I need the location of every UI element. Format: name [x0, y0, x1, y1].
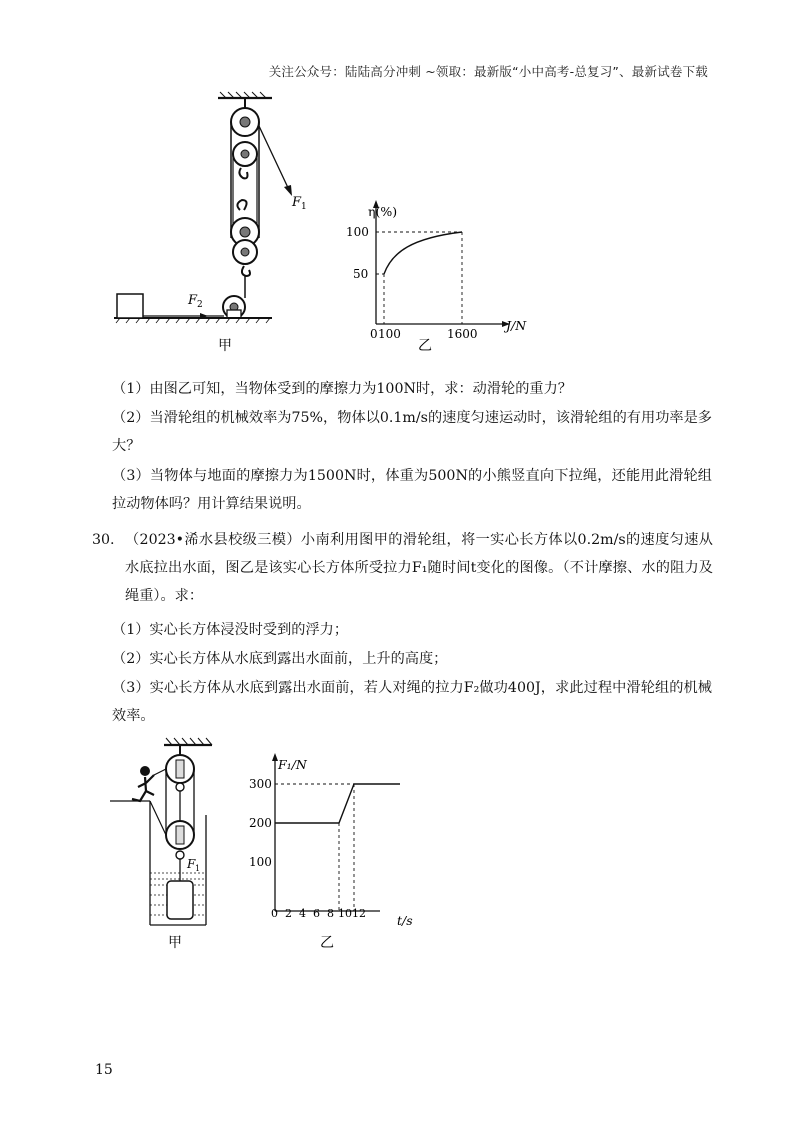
person-figure	[132, 775, 154, 801]
q30-sub2: （2）实心长方体从水底到露出水面前，上升的高度；	[112, 651, 448, 667]
figure-2-label-jia: 甲	[168, 935, 182, 951]
chart2-y-label: F₁/N	[278, 757, 307, 772]
submerged-block	[167, 881, 193, 919]
chart1-ytick-100: 100	[346, 225, 369, 239]
figure-1	[110, 92, 530, 354]
q29-sub1: （1）由图乙可知，当物体受到的摩擦力为100N时，求：动滑轮的重力？	[112, 381, 572, 397]
q29-sub2: （2）当滑轮组的机械效率为75%，物体以0.1m/s的速度匀速运动时，该滑轮组的有用功率是多大？	[112, 410, 712, 454]
chart2-xtick-10: 10	[338, 907, 352, 920]
chart1-y-label: η(%)	[368, 204, 398, 219]
chart2-xtick-2: 2	[285, 907, 292, 920]
chart2-xtick-0: 0	[271, 907, 278, 920]
chart2-force-line	[275, 784, 400, 823]
chart1-xtick-0: 0	[370, 327, 378, 341]
fig2-f1-subscript: 1	[195, 864, 201, 873]
chart1-xtick-1600: 1600	[447, 327, 478, 341]
f1-label: F	[292, 195, 302, 210]
figure-1-label-jia: 甲	[218, 338, 232, 354]
q30-sub3: （3）实心长方体从水底到露出水面前，若人对绳的拉力F₂做功400J，求此过程中滑轮组的机械效率。	[112, 680, 712, 724]
chart2-xtick-12: 12	[352, 907, 366, 920]
figure-2	[110, 735, 413, 953]
q30-number: 30.	[92, 532, 115, 548]
chart1-ytick-50: 50	[353, 267, 369, 281]
page-header: 关注公众号：陆陆高分冲刺 ~领取：最新版“小中高考-总复习”、最新试卷下载	[268, 64, 708, 79]
chart1-x-label: J/N	[506, 318, 527, 333]
q29-sub3: （3）当物体与地面的摩擦力为1500N时，体重为500N的小熊竖直向下拉绳，还能用此滑轮组拉动物体吗？用计算结果说明。	[112, 468, 712, 512]
q30-stem: （2023•浠水县校级三模）小南利用图甲的滑轮组，将一实心长方体以0.2m/s的速度匀速从水底拉出水面，图乙是该实心长方体所受拉力F₁随时间t变化的图像。（不计摩擦、水的阻力及绳重）。求：	[125, 532, 713, 604]
page-number: 15	[95, 1062, 113, 1078]
figure-1-label-yi: 乙	[418, 338, 432, 354]
f1-subscript: 1	[301, 202, 307, 212]
chart1-xtick-100: 100	[378, 327, 401, 341]
chart2-ytick-200: 200	[249, 816, 272, 830]
chart2-ytick-300: 300	[249, 777, 272, 791]
q30-sub1: （1）实心长方体浸没时受到的浮力；	[112, 622, 349, 638]
chart2-xtick-6: 6	[313, 907, 320, 920]
figure-2-label-yi: 乙	[320, 935, 334, 951]
chart2-ytick-100: 100	[249, 855, 272, 869]
chart-2	[249, 753, 413, 928]
block	[117, 294, 143, 318]
chart-1	[346, 200, 527, 341]
chart1-efficiency-curve	[384, 232, 462, 274]
fig2-f1-label: F	[187, 857, 196, 871]
f2-subscript: 2	[197, 300, 203, 310]
f2-label: F	[188, 293, 198, 308]
chart2-xtick-8: 8	[327, 907, 334, 920]
chart2-x-label: t/s	[397, 913, 413, 928]
chart2-xtick-4: 4	[299, 907, 306, 920]
